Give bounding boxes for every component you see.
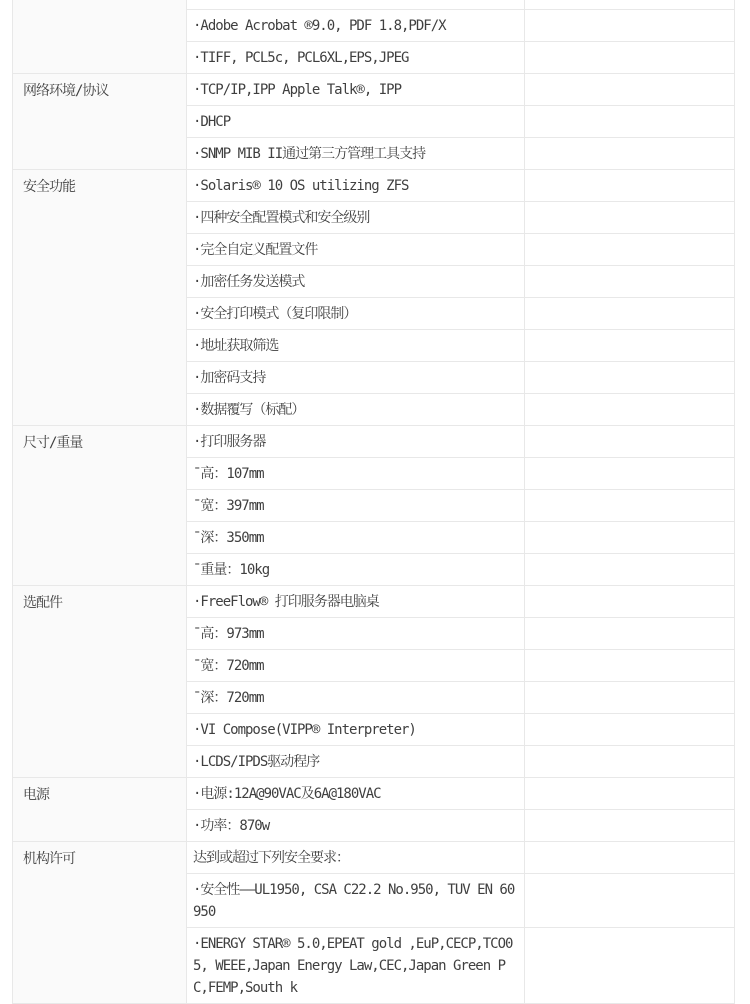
spec-section xyxy=(13,169,734,425)
spec-item-notes-cell xyxy=(525,746,734,777)
section-content xyxy=(187,842,734,1003)
section-content xyxy=(187,778,734,841)
spec-item-row xyxy=(187,202,734,234)
spec-item-notes-cell xyxy=(525,106,734,137)
spec-section xyxy=(13,777,734,841)
spec-item-row xyxy=(187,874,734,928)
spec-section xyxy=(13,585,734,777)
spec-item-row xyxy=(187,426,734,458)
spec-item-text: ·VI Compose(VIPP® Interpreter) xyxy=(187,714,525,745)
section-content xyxy=(187,426,734,585)
spec-item-row xyxy=(187,362,734,394)
spec-item-notes-cell xyxy=(525,522,734,553)
spec-item-row xyxy=(187,522,734,554)
spec-item-row xyxy=(187,714,734,746)
section-label: 电源 xyxy=(13,778,187,841)
spec-item-text: ˉ宽：397mm xyxy=(187,490,525,521)
spec-item-notes-cell xyxy=(525,234,734,265)
spec-item-row xyxy=(187,554,734,585)
spec-item-row xyxy=(187,618,734,650)
spec-item-text: ·打印服务器 xyxy=(187,426,525,457)
spec-item-row xyxy=(187,298,734,330)
spec-section xyxy=(13,0,734,73)
spec-item-text: ·TCP/IP,IPP Apple Talk®, IPP xyxy=(187,74,525,105)
spec-item-text: ·完全自定义配置文件 xyxy=(187,234,525,265)
section-label: 网络环境/协议 xyxy=(13,74,187,169)
spec-item-row xyxy=(187,170,734,202)
spec-section xyxy=(13,425,734,585)
section-content xyxy=(187,0,734,73)
spec-item-notes-cell xyxy=(525,928,734,1003)
spec-item-row xyxy=(187,746,734,777)
section-content xyxy=(187,170,734,425)
spec-item-row xyxy=(187,490,734,522)
spec-item-notes-cell xyxy=(525,394,734,425)
spec-table xyxy=(12,0,735,1004)
spec-item-notes-cell xyxy=(525,490,734,521)
spec-item-text: ·FreeFlow® 打印服务器电脑桌 xyxy=(187,586,525,617)
spec-item-notes-cell xyxy=(525,874,734,927)
spec-item-text: ·Adobe Acrobat ®9.0, PDF 1.8,PDF/X xyxy=(187,10,525,41)
section-label: 安全功能 xyxy=(13,170,187,425)
spec-item-notes-cell xyxy=(525,458,734,489)
spec-item-row xyxy=(187,330,734,362)
spec-item-text: ·加密任务发送模式 xyxy=(187,266,525,297)
section-label xyxy=(13,0,187,73)
spec-item-text: ·安全打印模式（复印限制） xyxy=(187,298,525,329)
spec-item-text: ·SNMP MIB II通过第三方管理工具支持 xyxy=(187,138,525,169)
spec-item-text: ·DHCP xyxy=(187,106,525,137)
spec-item-row xyxy=(187,0,734,10)
spec-item-notes-cell xyxy=(525,42,734,73)
spec-item-text: ·数据覆写（标配） xyxy=(187,394,525,425)
spec-item-row xyxy=(187,394,734,425)
spec-item-notes-cell xyxy=(525,426,734,457)
spec-item-text: ˉ宽：720mm xyxy=(187,650,525,681)
spec-item-text: ·加密码支持 xyxy=(187,362,525,393)
spec-section xyxy=(13,73,734,169)
spec-item-text: ·地址获取筛选 xyxy=(187,330,525,361)
spec-item-text: ˉ高：973mm xyxy=(187,618,525,649)
spec-item-notes-cell xyxy=(525,778,734,809)
spec-item-text: ˉ重量：10kg xyxy=(187,554,525,585)
spec-item-row xyxy=(187,42,734,73)
spec-item-notes-cell xyxy=(525,10,734,41)
spec-item-notes-cell xyxy=(525,682,734,713)
spec-item-notes-cell xyxy=(525,810,734,841)
spec-item-notes-cell xyxy=(525,138,734,169)
section-content xyxy=(187,586,734,777)
spec-item-text: ·ENERGY STAR® 5.0,EPEAT gold ,EuP,CECP,TCO05, WEEE,Japan Energy Law,CEC,Japan Green PC,FEMP,South k xyxy=(187,928,525,1003)
spec-item-row xyxy=(187,138,734,169)
spec-item-row xyxy=(187,650,734,682)
spec-item-text: 达到或超过下列安全要求： xyxy=(187,842,525,873)
spec-item-row xyxy=(187,842,734,874)
spec-item-text: ·安全性——UL1950, CSA C22.2 No.950, TUV EN 60950 xyxy=(187,874,525,927)
spec-item-text: ·电源:12A@90VAC及6A@180VAC xyxy=(187,778,525,809)
spec-item-notes-cell xyxy=(525,842,734,873)
spec-item-row xyxy=(187,928,734,1003)
section-label: 机构许可 xyxy=(13,842,187,1003)
spec-item-text: ˉ深：350mm xyxy=(187,522,525,553)
section-label: 尺寸/重量 xyxy=(13,426,187,585)
section-label: 选配件 xyxy=(13,586,187,777)
spec-item-text: ˉ深：720mm xyxy=(187,682,525,713)
spec-item-row xyxy=(187,266,734,298)
spec-item-row xyxy=(187,586,734,618)
spec-item-notes-cell xyxy=(525,554,734,585)
spec-section xyxy=(13,841,734,1003)
spec-item-notes-cell xyxy=(525,74,734,105)
spec-item-text: ·功率：870w xyxy=(187,810,525,841)
spec-item-notes-cell xyxy=(525,298,734,329)
spec-item-notes-cell xyxy=(525,266,734,297)
spec-item-notes-cell xyxy=(525,650,734,681)
spec-item-row xyxy=(187,74,734,106)
spec-item-row xyxy=(187,234,734,266)
spec-item-text: ·TIFF, PCL5c, PCL6XL,EPS,JPEG xyxy=(187,42,525,73)
spec-item-notes-cell xyxy=(525,170,734,201)
spec-item-notes-cell xyxy=(525,202,734,233)
spec-item-notes-cell xyxy=(525,330,734,361)
spec-item-text: ·Solaris® 10 OS utilizing ZFS xyxy=(187,170,525,201)
spec-item-notes-cell xyxy=(525,586,734,617)
spec-item-text: ·四种安全配置模式和安全级别 xyxy=(187,202,525,233)
spec-item-row xyxy=(187,778,734,810)
spec-item-row xyxy=(187,682,734,714)
spec-item-notes-cell xyxy=(525,618,734,649)
spec-item-notes-cell xyxy=(525,0,734,9)
spec-item-notes-cell xyxy=(525,362,734,393)
spec-item-text: ·LCDS/IPDS驱动程序 xyxy=(187,746,525,777)
spec-item-text xyxy=(187,0,525,9)
spec-item-row xyxy=(187,10,734,42)
section-content xyxy=(187,74,734,169)
spec-item-row xyxy=(187,458,734,490)
spec-item-text: ˉ高：107mm xyxy=(187,458,525,489)
spec-item-notes-cell xyxy=(525,714,734,745)
spec-item-row xyxy=(187,810,734,841)
spec-item-row xyxy=(187,106,734,138)
